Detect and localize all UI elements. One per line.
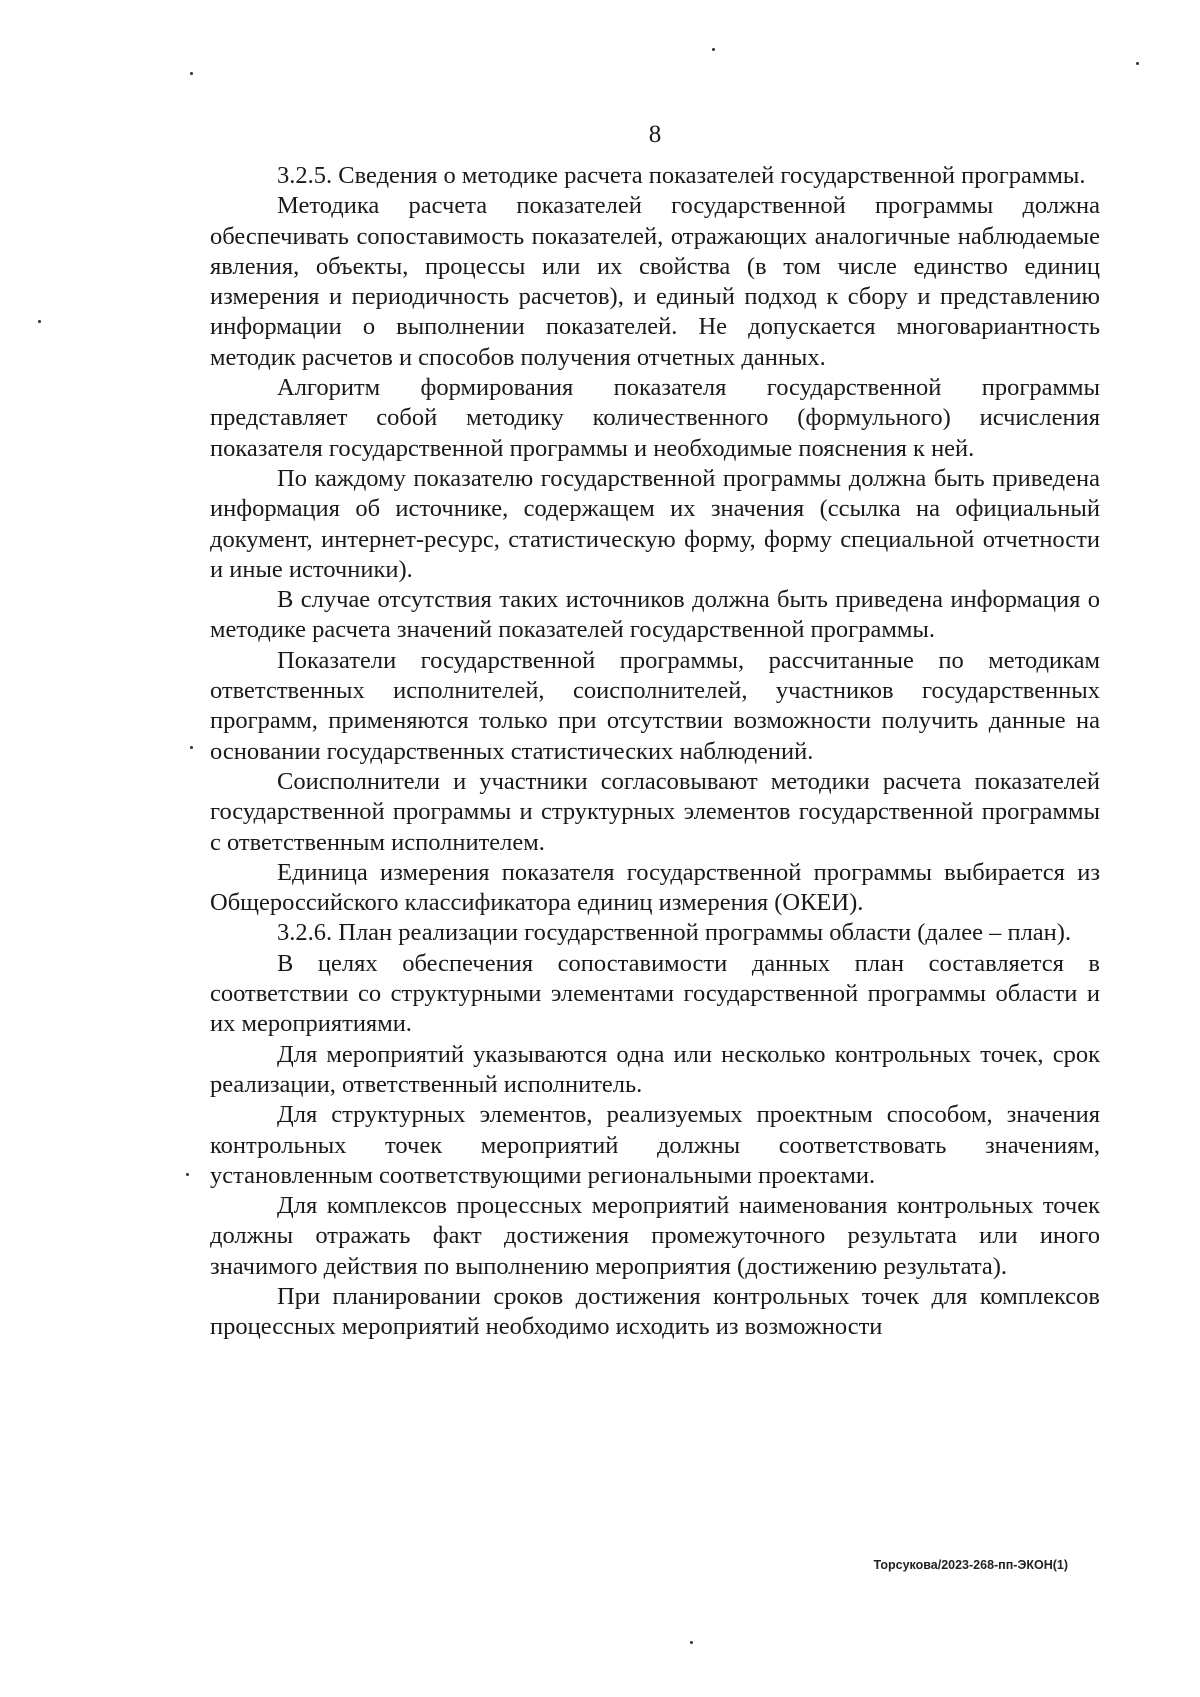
scan-speck: [190, 746, 193, 749]
paragraph-process-complexes: Для комплексов процессных мероприятий наименования контрольных точек должны отражать факт достижения промежуточного результата или иного значимого действия по выполнению мероприятия (достижению результата).: [210, 1192, 1100, 1280]
scan-speck: [186, 1173, 189, 1176]
page-number: 8: [648, 121, 662, 148]
paragraph-coordination: Соисполнители и участники согласовывают методики расчета показателей государственной программы и структурных элементов государственной программы с ответственным исполнителем.: [210, 767, 1100, 856]
paragraph-plan-structure: В целях обеспечения сопоставимости данных план составляется в соответствии со структурными элементами государственной программы области и их мероприятиями.: [210, 949, 1100, 1038]
document-body: [210, 161, 1100, 1343]
paragraph-methodology: Методика расчета показателей государственной программы должна обеспечивать сопоставимость показателей, отражающих аналогичные наблюдаемые явления, объекты, процессы или их свойства (в том числе единство единиц измерения и периодичность расчетов), и единый подход к сбору и представлению информации о выполнении показателей. Не допускается многовариантность методик расчетов и способов получения отчетных данных.: [210, 192, 1100, 371]
scan-speck: [690, 1641, 693, 1644]
paragraph-no-sources: В случае отсутствия таких источников должна быть приведена информация о методике расчета значений показателей государственной программы.: [210, 586, 1100, 644]
paragraph-3-2-6-heading: 3.2.6. План реализации государственной программы области (далее – план).: [277, 919, 1072, 947]
scan-speck: [190, 72, 193, 75]
paragraph-3-2-5-heading: 3.2.5. Сведения о методике расчета показателей государственной программы.: [277, 162, 1086, 189]
scan-speck: [1136, 62, 1139, 65]
paragraph-okei: Единица измерения показателя государственной программы выбирается из Общероссийского классификатора единиц измерения (ОКЕИ).: [210, 858, 1100, 917]
scan-speck: [38, 320, 41, 323]
document-registration-code: Торсукова/2023-268-пп-ЭКОН(1): [873, 1558, 1068, 1572]
paragraph-project-elements: Для структурных элементов, реализуемых проектным способом, значения контрольных точек мероприятий должны соответствовать значениям, установленным соответствующими региональными проектами.: [210, 1101, 1100, 1189]
paragraph-control-points: Для мероприятий указываются одна или несколько контрольных точек, срок реализации, ответственный исполнитель.: [210, 1040, 1100, 1098]
paragraph-executor-methods: Показатели государственной программы, рассчитанные по методикам ответственных исполнителей, соисполнителей, участников государственных программ, применяются только при отсутствии возможности получить данные на основании государственных статистических наблюдений.: [210, 646, 1100, 765]
paragraph-algorithm: Алгоритм формирования показателя государственной программы представляет собой методику количественного (формульного) исчисления показателя государственной программы и необходимые пояснения к ней.: [210, 374, 1100, 462]
scan-speck: [712, 48, 715, 51]
paragraph-planning-deadlines: При планировании сроков достижения контрольных точек для комплексов процессных мероприятий необходимо исходить из возможности: [210, 1282, 1100, 1341]
paragraph-source-info: По каждому показателю государственной программы должна быть приведена информация об источнике, содержащем их значения (ссылка на официальный документ, интернет-ресурс, статистическую форму, форму специальной отчетности и иные источники).: [210, 464, 1100, 583]
